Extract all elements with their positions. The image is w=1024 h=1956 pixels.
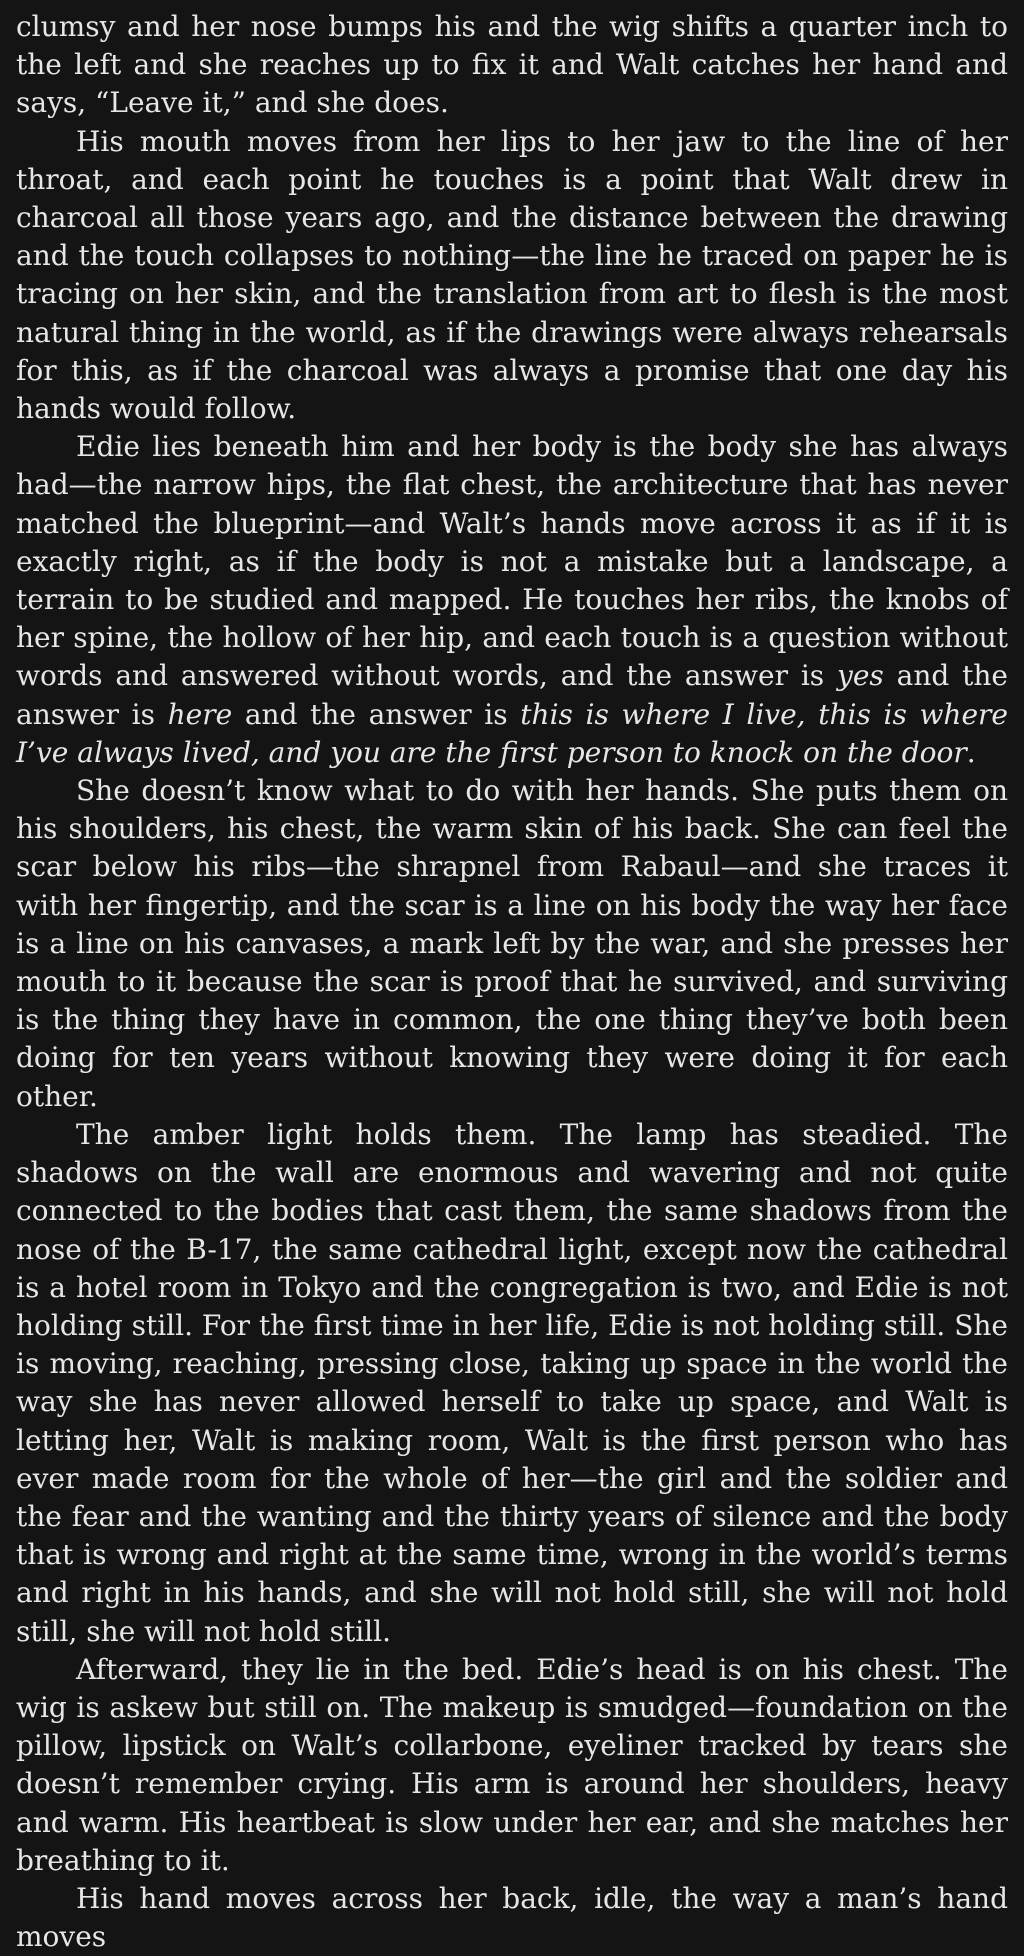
body-paragraph: [16, 428, 1008, 772]
body-paragraph: [16, 1116, 1008, 1651]
paragraph-text: Edie lies beneath him and her body is the body she has always had—the narrow hips, the flat chest, the architecture that has never matched the blueprint—and Walt’s hands move across it as if it is exactly right, as if the body is not a mistake but a landscape, a terrain to be studied and mapped. He touches her ribs, the knobs of her spine, the hollow of her hip, and each touch is a question without words and answered without words, and the answer is: [16, 430, 1008, 693]
italic-text: here: [167, 697, 233, 731]
body-paragraph: [16, 1651, 1008, 1880]
page-body: [16, 8, 1008, 1956]
body-paragraph: [16, 123, 1008, 429]
paragraph-text: His hand moves across her back, idle, the way a man’s hand moves: [16, 1881, 1008, 1954]
paragraph-text: She doesn’t know what to do with her hands. She puts them on his shoulders, his chest, the warm skin of his back. She can feel the scar below his ribs—the shrapnel from Rabaul—and she traces it with her fingertip, and the scar is a line on his body the way her face is a line on his canvases, a mark left by the war, and she presses her mouth to it because the scar is proof that he survived, and surviving is the thing they have in common, the one thing they’ve both been doing for ten years without knowing they were doing it for each other.: [16, 774, 1008, 1113]
paragraph-text: Afterward, they lie in the bed. Edie’s head is on his chest. The wig is askew but still on. The makeup is smudged—foundation on the pillow, lipstick on Walt’s collarbone, eyeliner tracked by tears she doesn’t remember crying. His arm is around her shoulders, heavy and warm. His heartbeat is slow under her ear, and she matches her breathing to it.: [16, 1652, 1008, 1877]
italic-text: yes: [837, 659, 884, 693]
paragraph-text: .: [966, 735, 976, 769]
italic-text: this is where I live, this is where I’ve always lived, and you are the first person to knock on the door: [16, 697, 1008, 769]
paragraph-text: clumsy and her nose bumps his and the wig shifts a quarter inch to the left and she reaches up to fix it and Walt catches her hand and says, “Leave it,” and she does.: [16, 10, 1008, 120]
body-paragraph: [16, 8, 1008, 123]
body-paragraph: [16, 772, 1008, 1116]
paragraph-text: and the answer is: [16, 659, 1008, 731]
paragraph-text: and the answer is: [232, 697, 521, 731]
paragraph-text: The amber light holds them. The lamp has steadied. The shadows on the wall are enormous and wavering and not quite connected to the bodies that cast them, the same shadows from the nose of the B-17, the same cathedral light, except now the cathedral is a hotel room in Tokyo and the congregation is two, and Edie is not holding still. For the first time in her life, Edie is not holding still. She is moving, reaching, pressing close, taking up space in the world the way she has never allowed herself to take up space, and Walt is letting her, Walt is making room, Walt is the first person who has ever made room for the whole of her—the girl and the soldier and the fear and the wanting and the thirty years of silence and the body that is wrong and right at the same time, wrong in the world’s terms and right in his hands, and she will not hold still, she will not hold still, she will not hold still.: [16, 1117, 1008, 1648]
body-paragraph: [16, 1880, 1008, 1956]
paragraph-text: His mouth moves from her lips to her jaw to the line of her throat, and each point he touches is a point that Walt drew in charcoal all those years ago, and the distance between the drawing and the touch collapses to nothing—the line he traced on paper he is tracing on her skin, and the translation from art to flesh is the most natural thing in the world, as if the drawings were always rehearsals for this, as if the charcoal was always a promise that one day his hands would follow.: [16, 124, 1008, 426]
